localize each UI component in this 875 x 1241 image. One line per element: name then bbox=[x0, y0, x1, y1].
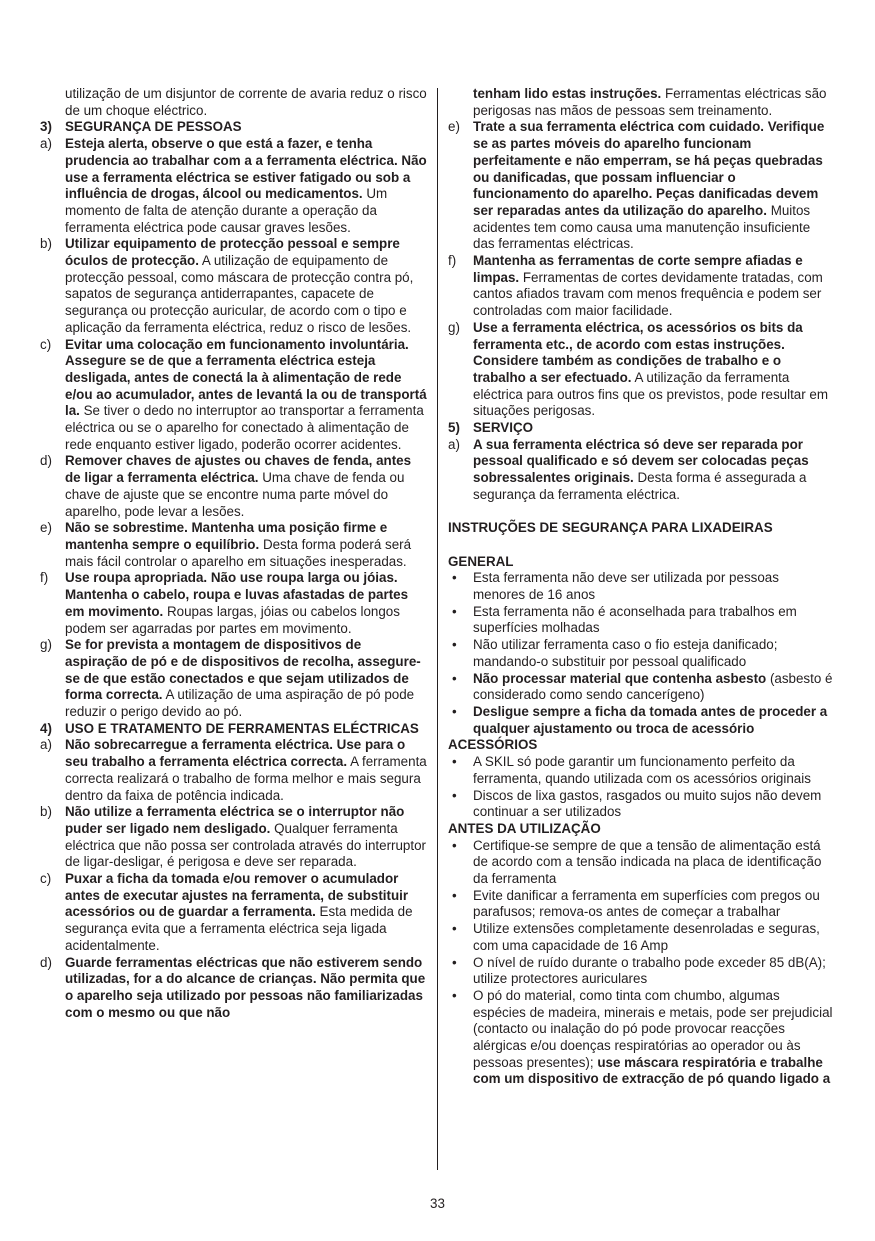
list-item: • Certifique-se sempre de que a tensão de alimentação está de acordo com a tensão indicada na placa de identificação da ferramenta bbox=[448, 838, 834, 888]
general-heading: GENERAL bbox=[448, 553, 514, 569]
bullet: • bbox=[452, 570, 457, 586]
continued-text: tenham lido estas instruções. Ferramentas eléctricas são perigosas nas mãos de pessoas sem treinamento. bbox=[473, 86, 827, 118]
list-item: • O nível de ruído durante o trabalho pode exceder 85 dB(A); utilize protectores auriculares bbox=[448, 955, 834, 988]
bullet: • bbox=[452, 887, 457, 903]
item-3a: a) Esteja alerta, observe o que está a fazer, e tenha prudencia ao trabalhar com a a ferramenta eléctrica. Não use a ferramenta eléctrica se estiver fatigado ou sob a influência de drogas, álcool ou medicamentos. Um momento de falta de atenção durante a operação da ferramenta eléctrica pode causar graves lesões. bbox=[40, 136, 427, 235]
bullet: • bbox=[452, 637, 457, 653]
bullet: • bbox=[452, 787, 457, 803]
item-3e: e) Não se sobrestime. Mantenha uma posição firme e mantenha sempre o equilíbrio. Desta forma poderá será mais fácil controlar o aparelho em situações inesperadas. bbox=[40, 520, 412, 569]
continued-text: utilização de um disjuntor de corrente de avaria reduz o risco de um choque eléctrico. bbox=[65, 86, 427, 118]
item-4e: e) Trate a sua ferramenta eléctrica com cuidado. Verifique se as partes móveis do aparelho funcionam perfeitamente e não emperram, se há peças quebradas ou danificadas, que possam influenciar o funcionamento do aparelho. Peças danificadas devem ser reparadas antes da utilização do aparelho. Muitos acidentes tem como causa uma manutenção insuficiente das ferramentas eléctricas. bbox=[448, 119, 825, 252]
list-item: • Esta ferramenta não é aconselhada para trabalhos em superfícies molhadas bbox=[448, 604, 834, 637]
item-4g: g) Use a ferramenta eléctrica, os acessórios os bits da ferramenta etc., de acordo com estas instruções. Considere também as condições de trabalho e o trabalho a ser efectuado. A utilização da ferramenta eléctrica para outros fins que os previstos, pode resultar em situações perigosas. bbox=[448, 319, 829, 419]
item-4c: c) Puxar a ficha da tomada e/ou remover o acumulador antes de executar ajustes na ferramenta, de substituir acessórios ou de guardar a ferramenta. Esta medida de segurança evita que a ferramenta eléctrica seja ligada acidentalmente. bbox=[40, 871, 413, 953]
item-3c: c) Evitar uma colocação em funcionamento involuntária. Assegure se de que a ferramenta eléctrica esteja desligada, antes de conectá la à alimentação de rede e/ou ao acumulador, antes de levantá la ou de transportá la. Se tiver o dedo no interruptor ao transportar a ferramenta eléctrica ou se o aparelho for conectado à alimentação de rede enquanto estiver ligado, poderão ocorrer acidentes. bbox=[40, 336, 427, 452]
list-item: • A SKIL só pode garantir um funcionamento perfeito da ferramenta, quando utilizada com os acessórios originais bbox=[448, 754, 834, 787]
list-item: • Não utilizar ferramenta caso o fio esteja danificado; mandando-o substituir por pessoal qualificado bbox=[448, 637, 834, 670]
section-5-heading: 5) SERVIÇO bbox=[448, 420, 534, 436]
list-item: • Desligue sempre a ficha da tomada antes de proceder a qualquer ajustamento ou troca de acessório bbox=[448, 704, 834, 737]
item-4f: f) Mantenha as ferramentas de corte sempre afiadas e limpas. Ferramentas de cortes devidamente tratadas, com cantos afiados travam com menos frequência e podem ser controladas com maior facilidade. bbox=[448, 253, 823, 319]
item-5a: a) A sua ferramenta eléctrica só deve ser reparada por pessoal qualificado e só devem ser colocadas peças sobressalentes originais. Desta forma é assegurada a segurança da ferramenta eléctrica. bbox=[448, 436, 809, 502]
item-3d: d) Remover chaves de ajustes ou chaves de fenda, antes de ligar a ferramenta eléctrica. Uma chave de fenda ou chave de ajuste que se encontre numa parte móvel do aparelho, pode levar a lesões. bbox=[40, 453, 412, 519]
bullet: • bbox=[452, 670, 457, 686]
page-number: 33 bbox=[430, 1196, 445, 1211]
bullet: • bbox=[452, 837, 457, 853]
left-column bbox=[40, 86, 427, 1021]
section-4-heading: 4) USO E TRATAMENTO DE FERRAMENTAS ELÉCTRICAS bbox=[40, 720, 419, 736]
item-3g: g) Se for prevista a montagem de dispositivos de aspiração de pó e de dispositivos de recolha, assegure-se de que estão conectados e que sejam utilizados de forma correcta. A utilização de uma aspiração de pó pode reduzir o perigo devido ao pó. bbox=[40, 637, 421, 720]
list-item: • Utilize extensões completamente desenroladas e seguras, com uma capacidade de 16 Amp bbox=[448, 921, 834, 954]
bullet: • bbox=[452, 754, 457, 770]
item-3f: f) Use roupa apropriada. Não use roupa larga ou jóias. Mantenha o cabelo, roupa e luvas afastadas de partes em movimento. Roupas largas, jóias ou cabelos longos podem ser agarradas por partes em movimento. bbox=[40, 570, 409, 636]
item-4b: b) Não utilize a ferramenta eléctrica se o interruptor não puder ser ligado nem desligado. Qualquer ferramenta eléctrica que não possa ser controlada através do interruptor de ligar-desligar, é perigosa e deve ser reparada. bbox=[40, 804, 427, 870]
list-item: • Não processar material que contenha asbesto (asbesto é considerado como sendo cancerígeno) bbox=[448, 671, 834, 704]
bullet: • bbox=[452, 603, 457, 619]
list-item: • Evite danificar a ferramenta em superfícies com pregos ou parafusos; remova-os antes de começar a trabalhar bbox=[448, 888, 834, 921]
right-column bbox=[448, 86, 834, 1088]
list-item: • Discos de lixa gastos, rasgados ou muito sujos não devem continuar a ser utilizados bbox=[448, 788, 834, 821]
sander-safety-heading: INSTRUÇÕES DE SEGURANÇA PARA LIXADEIRAS bbox=[448, 520, 773, 536]
list-item: • Esta ferramenta não deve ser utilizada por pessoas menores de 16 anos bbox=[448, 570, 834, 603]
item-3b: b) Utilizar equipamento de protecção pessoal e sempre óculos de protecção. A utilização de equipamento de protecção pessoal, como máscara de protecção contra pó, sapatos de segurança antiderrapantes, capacete de segurança ou protecção auricular, de acordo com o tipo e aplicação da ferramenta eléctrica, reduz o risco de lesões. bbox=[40, 236, 414, 335]
bullet: • bbox=[452, 954, 457, 970]
accessories-heading: ACESSÓRIOS bbox=[448, 737, 538, 753]
before-use-heading: ANTES DA UTILIZAÇÃO bbox=[448, 820, 601, 836]
list-item: • O pó do material, como tinta com chumbo, algumas espécies de madeira, minerais e metais, pode ser prejudicial (contacto ou inalação do pó pode provocar reacções alérgicas e/ou doenças respiratórias ao operador ou às pessoas presentes); use máscara respiratória e trabalhe com um dispositivo de extracção de pó quando ligado a bbox=[448, 988, 834, 1088]
bullet: • bbox=[452, 921, 457, 937]
item-4d: d) Guarde ferramentas eléctricas que não estiverem sendo utilizadas, for a do alcance de crianças. Não permita que o aparelho seja utilizado por pessoas não familiarizadas com o mesmo ou que não bbox=[40, 954, 426, 1020]
item-4a: a) Não sobrecarregue a ferramenta eléctrica. Use para o seu trabalho a ferramenta eléctrica correcta. A ferramenta correcta realizará o trabalho de forma melhor e mais segura dentro da faixa de potência indicada. bbox=[40, 737, 427, 803]
column-divider bbox=[437, 88, 438, 1170]
bullet: • bbox=[452, 703, 457, 719]
section-3-heading: 3) SEGURANÇA DE PESSOAS bbox=[40, 119, 242, 135]
bullet: • bbox=[452, 987, 457, 1003]
